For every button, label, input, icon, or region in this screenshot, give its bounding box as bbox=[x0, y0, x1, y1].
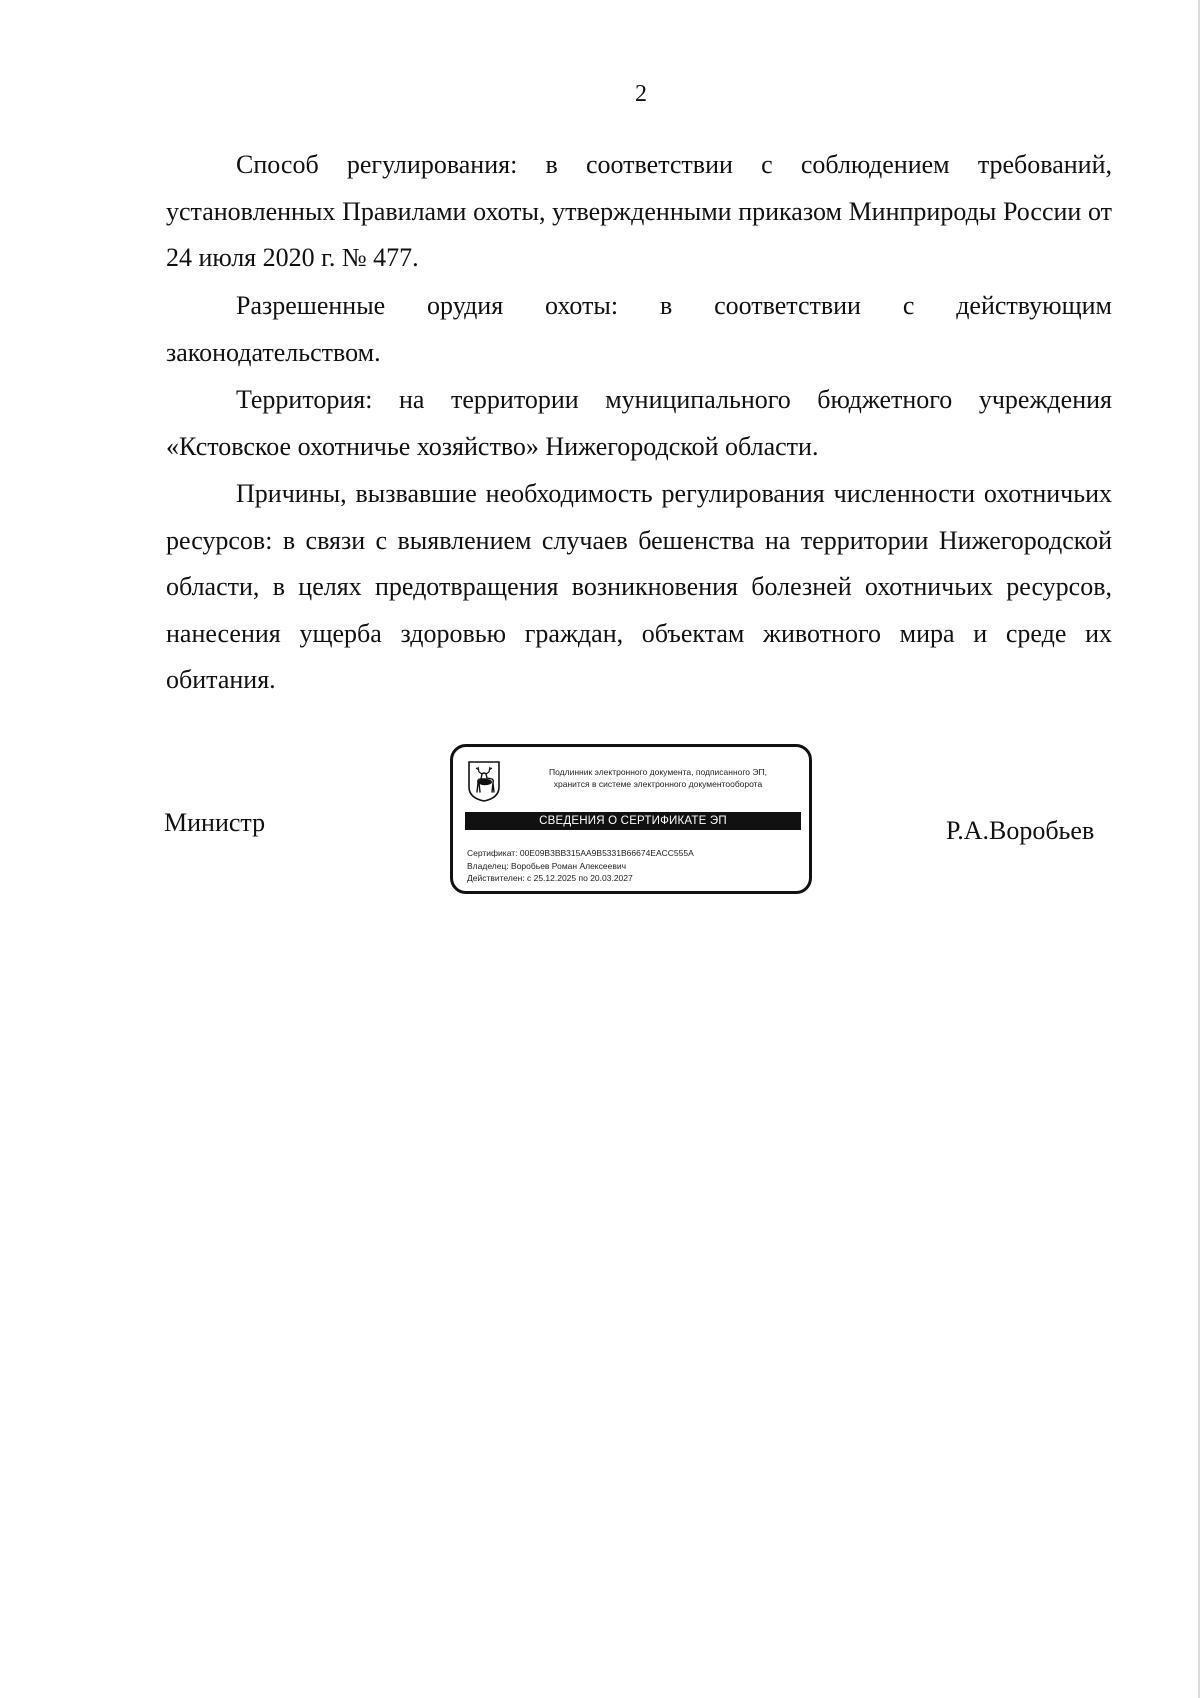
e-signature-stamp bbox=[450, 744, 812, 894]
paragraph-territory: Территория: на территории муниципального бюджетного учреждения «Кстовское охотничье хозяйство» Нижегородской области. bbox=[166, 385, 1112, 461]
stamp-header bbox=[513, 766, 803, 790]
signer-position: Министр bbox=[164, 808, 266, 837]
deer-emblem-icon bbox=[466, 759, 502, 803]
paragraph-regulation-method: Способ регулирования: в соответствии с соблюдением требований, установленных Правилами охоты, утвержденными приказом Минприроды России от 24 июля 2020 г. № 477. bbox=[166, 150, 1112, 272]
stamp-header-line: Подлинник электронного документа, подписанного ЭП, bbox=[549, 767, 767, 777]
stamp-title: СВЕДЕНИЯ О СЕРТИФИКАТЕ ЭП bbox=[465, 812, 801, 830]
stamp-header-line: хранится в системе электронного документооборота bbox=[553, 779, 763, 789]
paragraph-reasons: Причины, вызвавшие необходимость регулирования численности охотничьих ресурсов: в связи с выявлением случаев бешенства на территории Нижегородской области, в целях предотвращения возникновения болезней охотничьих ресурсов, нанесения ущерба здоровью граждан, объектам животного мира и среде их обитания. bbox=[166, 479, 1112, 694]
stamp-validity: Действителен: с 25.12.2025 по 20.03.2027 bbox=[467, 873, 633, 883]
stamp-details bbox=[467, 847, 694, 885]
paragraph-hunting-tools: Разрешенные орудия охоты: в соответствии с действующим законодательством. bbox=[166, 291, 1112, 367]
stamp-owner: Владелец: Воробьев Роман Алексеевич bbox=[467, 860, 627, 871]
signer-name: Р.А.Воробьев bbox=[946, 816, 1095, 845]
page-number: 2 bbox=[635, 81, 647, 107]
stamp-certificate: Сертификат: 00E09B3BB315AA9B5331B66674EACC555A bbox=[467, 848, 694, 858]
